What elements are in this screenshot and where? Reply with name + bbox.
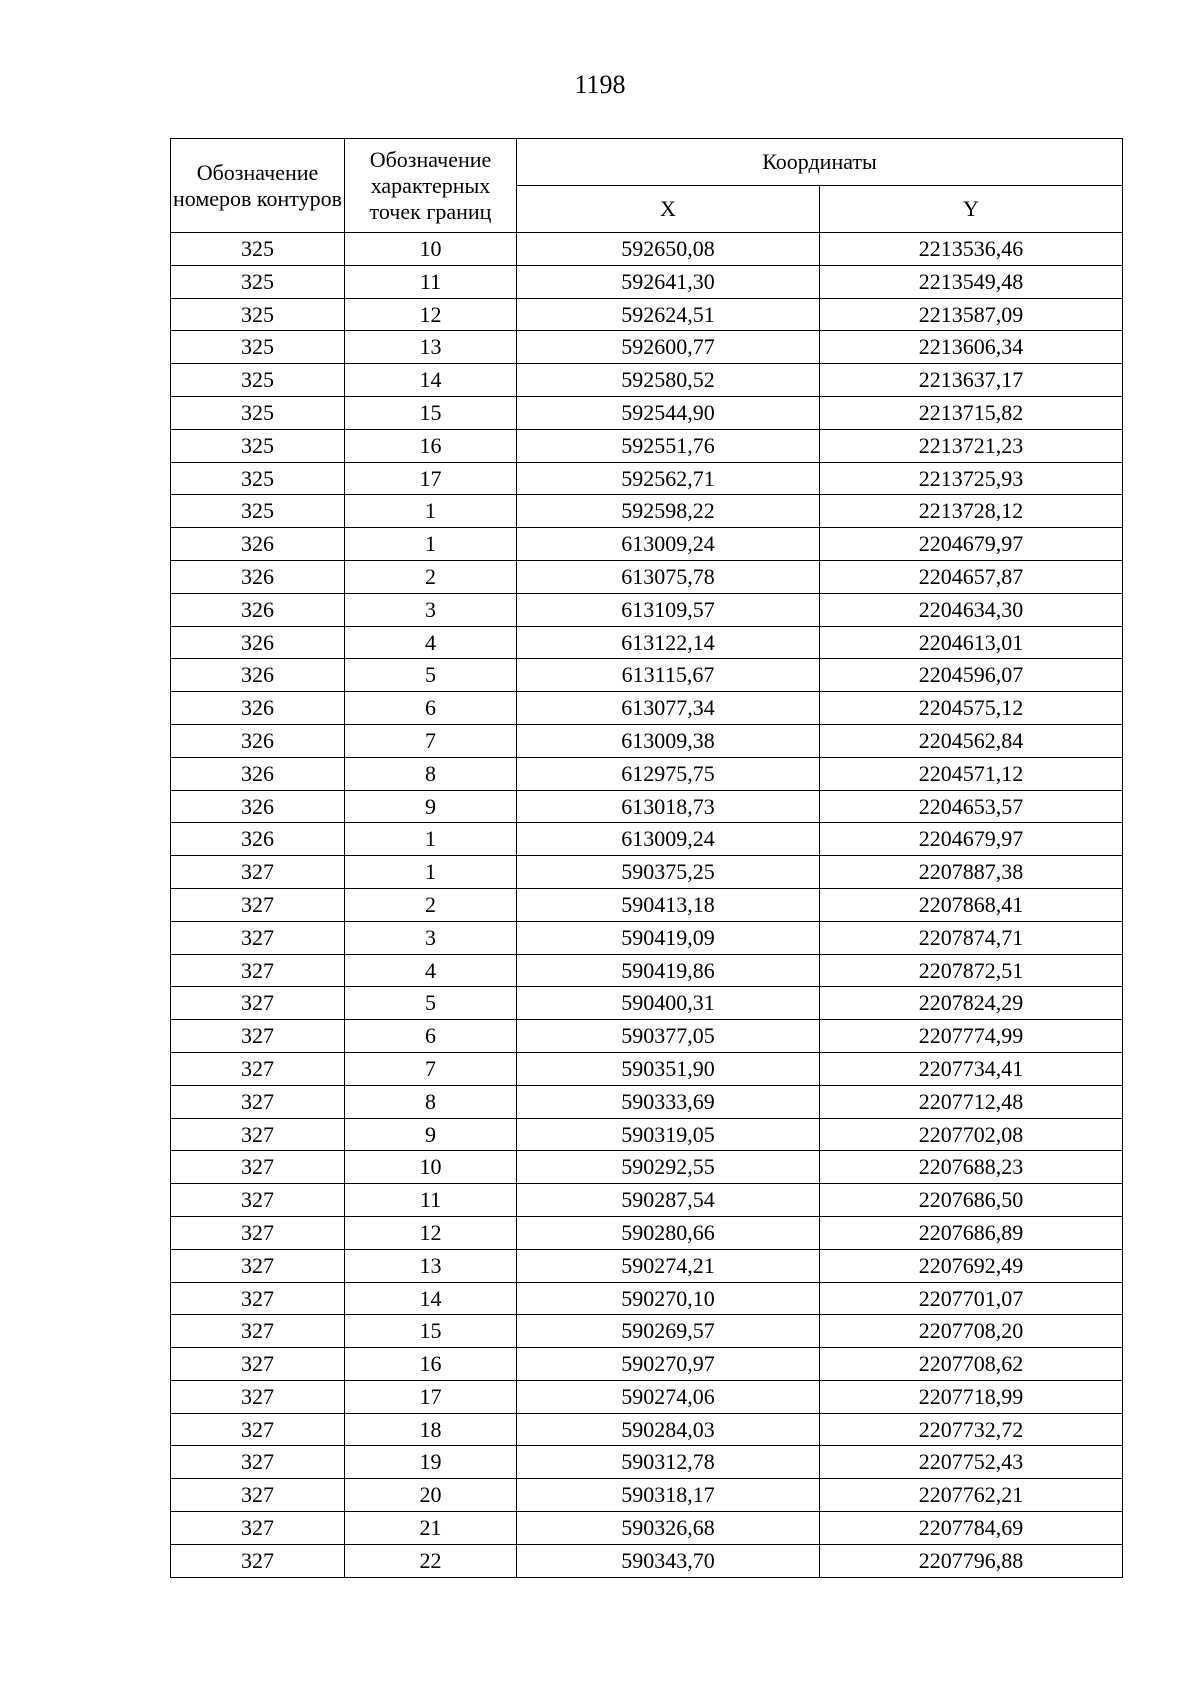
cell-y: 2213549,48 xyxy=(820,265,1123,298)
table-row xyxy=(171,528,1123,561)
cell-y: 2207868,41 xyxy=(820,888,1123,921)
cell-point-number: 12 xyxy=(345,1216,517,1249)
cell-point-number: 1 xyxy=(345,856,517,889)
cell-x: 613009,24 xyxy=(517,823,820,856)
cell-point-number: 4 xyxy=(345,954,517,987)
cell-x: 590269,57 xyxy=(517,1315,820,1348)
cell-x: 613109,57 xyxy=(517,593,820,626)
cell-y: 2213587,09 xyxy=(820,298,1123,331)
table-row xyxy=(171,1151,1123,1184)
cell-contour-number: 327 xyxy=(171,1052,345,1085)
table-row xyxy=(171,954,1123,987)
cell-y: 2207686,50 xyxy=(820,1184,1123,1217)
cell-x: 590326,68 xyxy=(517,1512,820,1545)
cell-y: 2207774,99 xyxy=(820,1020,1123,1053)
cell-contour-number: 326 xyxy=(171,692,345,725)
cell-y: 2207692,49 xyxy=(820,1249,1123,1282)
cell-contour-number: 327 xyxy=(171,888,345,921)
table-body xyxy=(171,233,1123,1578)
table-row xyxy=(171,1118,1123,1151)
table-row xyxy=(171,757,1123,790)
table-row xyxy=(171,692,1123,725)
cell-contour-number: 326 xyxy=(171,560,345,593)
cell-y: 2213728,12 xyxy=(820,495,1123,528)
coordinates-table xyxy=(170,138,1123,1578)
cell-point-number: 1 xyxy=(345,495,517,528)
cell-point-number: 15 xyxy=(345,396,517,429)
table-row xyxy=(171,724,1123,757)
cell-y: 2207718,99 xyxy=(820,1380,1123,1413)
table-row xyxy=(171,396,1123,429)
table-row xyxy=(171,856,1123,889)
cell-contour-number: 325 xyxy=(171,396,345,429)
cell-x: 613077,34 xyxy=(517,692,820,725)
cell-x: 590318,17 xyxy=(517,1479,820,1512)
cell-contour-number: 326 xyxy=(171,790,345,823)
table-row xyxy=(171,1512,1123,1545)
cell-y: 2213606,34 xyxy=(820,331,1123,364)
table-row xyxy=(171,265,1123,298)
table-row xyxy=(171,921,1123,954)
cell-contour-number: 327 xyxy=(171,954,345,987)
cell-y: 2207874,71 xyxy=(820,921,1123,954)
cell-point-number: 4 xyxy=(345,626,517,659)
cell-contour-number: 325 xyxy=(171,265,345,298)
cell-x: 590419,09 xyxy=(517,921,820,954)
cell-x: 590270,97 xyxy=(517,1348,820,1381)
cell-contour-number: 326 xyxy=(171,593,345,626)
cell-contour-number: 327 xyxy=(171,1348,345,1381)
cell-y: 2204657,87 xyxy=(820,560,1123,593)
cell-y: 2204596,07 xyxy=(820,659,1123,692)
cell-y: 2207796,88 xyxy=(820,1544,1123,1577)
cell-x: 590343,70 xyxy=(517,1544,820,1577)
table-row xyxy=(171,495,1123,528)
cell-point-number: 5 xyxy=(345,659,517,692)
table-row xyxy=(171,429,1123,462)
cell-x: 592544,90 xyxy=(517,396,820,429)
cell-contour-number: 327 xyxy=(171,1380,345,1413)
table-row xyxy=(171,1315,1123,1348)
table-row xyxy=(171,1052,1123,1085)
cell-y: 2207824,29 xyxy=(820,987,1123,1020)
cell-y: 2204679,97 xyxy=(820,528,1123,561)
cell-point-number: 10 xyxy=(345,1151,517,1184)
cell-point-number: 3 xyxy=(345,921,517,954)
cell-y: 2204679,97 xyxy=(820,823,1123,856)
cell-x: 592598,22 xyxy=(517,495,820,528)
cell-y: 2207752,43 xyxy=(820,1446,1123,1479)
cell-y: 2207712,48 xyxy=(820,1085,1123,1118)
cell-point-number: 22 xyxy=(345,1544,517,1577)
cell-contour-number: 327 xyxy=(171,1216,345,1249)
table-row xyxy=(171,1380,1123,1413)
cell-y: 2204575,12 xyxy=(820,692,1123,725)
cell-point-number: 11 xyxy=(345,1184,517,1217)
cell-x: 590312,78 xyxy=(517,1446,820,1479)
table-row xyxy=(171,364,1123,397)
cell-point-number: 8 xyxy=(345,757,517,790)
cell-point-number: 5 xyxy=(345,987,517,1020)
cell-contour-number: 325 xyxy=(171,233,345,266)
page-number: 1198 xyxy=(574,70,626,99)
table-row xyxy=(171,1249,1123,1282)
cell-point-number: 10 xyxy=(345,233,517,266)
table-row xyxy=(171,987,1123,1020)
cell-y: 2213637,17 xyxy=(820,364,1123,397)
table-row xyxy=(171,1184,1123,1217)
cell-point-number: 12 xyxy=(345,298,517,331)
cell-point-number: 11 xyxy=(345,265,517,298)
table-row xyxy=(171,1413,1123,1446)
cell-x: 590284,03 xyxy=(517,1413,820,1446)
table-row xyxy=(171,1085,1123,1118)
cell-x: 590413,18 xyxy=(517,888,820,921)
cell-x: 590274,06 xyxy=(517,1380,820,1413)
table-row xyxy=(171,1348,1123,1381)
cell-contour-number: 325 xyxy=(171,298,345,331)
cell-x: 612975,75 xyxy=(517,757,820,790)
cell-x: 590287,54 xyxy=(517,1184,820,1217)
table-row xyxy=(171,626,1123,659)
cell-x: 592600,77 xyxy=(517,331,820,364)
cell-x: 590377,05 xyxy=(517,1020,820,1053)
cell-contour-number: 327 xyxy=(171,1151,345,1184)
cell-y: 2207708,62 xyxy=(820,1348,1123,1381)
cell-point-number: 15 xyxy=(345,1315,517,1348)
cell-x: 592641,30 xyxy=(517,265,820,298)
cell-x: 613115,67 xyxy=(517,659,820,692)
cell-point-number: 2 xyxy=(345,560,517,593)
cell-y: 2207732,72 xyxy=(820,1413,1123,1446)
cell-x: 590419,86 xyxy=(517,954,820,987)
table-row xyxy=(171,462,1123,495)
cell-point-number: 6 xyxy=(345,1020,517,1053)
table-row xyxy=(171,331,1123,364)
cell-point-number: 6 xyxy=(345,692,517,725)
cell-y: 2204634,30 xyxy=(820,593,1123,626)
cell-point-number: 17 xyxy=(345,462,517,495)
cell-contour-number: 327 xyxy=(171,921,345,954)
cell-y: 2207872,51 xyxy=(820,954,1123,987)
table-row xyxy=(171,1446,1123,1479)
cell-point-number: 2 xyxy=(345,888,517,921)
cell-x: 613122,14 xyxy=(517,626,820,659)
cell-contour-number: 327 xyxy=(171,1544,345,1577)
table-row xyxy=(171,790,1123,823)
cell-x: 613009,24 xyxy=(517,528,820,561)
cell-contour-number: 326 xyxy=(171,757,345,790)
cell-contour-number: 325 xyxy=(171,331,345,364)
cell-y: 2207686,89 xyxy=(820,1216,1123,1249)
cell-point-number: 13 xyxy=(345,1249,517,1282)
cell-y: 2207688,23 xyxy=(820,1151,1123,1184)
cell-contour-number: 327 xyxy=(171,1446,345,1479)
cell-point-number: 9 xyxy=(345,1118,517,1151)
cell-point-number: 18 xyxy=(345,1413,517,1446)
cell-x: 590351,90 xyxy=(517,1052,820,1085)
cell-contour-number: 327 xyxy=(171,1479,345,1512)
cell-contour-number: 325 xyxy=(171,495,345,528)
cell-point-number: 14 xyxy=(345,1282,517,1315)
cell-y: 2207702,08 xyxy=(820,1118,1123,1151)
cell-point-number: 20 xyxy=(345,1479,517,1512)
cell-x: 613075,78 xyxy=(517,560,820,593)
cell-contour-number: 327 xyxy=(171,1020,345,1053)
cell-point-number: 16 xyxy=(345,1348,517,1381)
cell-contour-number: 327 xyxy=(171,1184,345,1217)
cell-contour-number: 327 xyxy=(171,856,345,889)
table-row xyxy=(171,1282,1123,1315)
cell-point-number: 19 xyxy=(345,1446,517,1479)
cell-point-number: 13 xyxy=(345,331,517,364)
header-y: Y xyxy=(820,186,1123,233)
cell-contour-number: 327 xyxy=(171,1315,345,1348)
cell-y: 2204613,01 xyxy=(820,626,1123,659)
table-row xyxy=(171,593,1123,626)
cell-contour-number: 326 xyxy=(171,659,345,692)
cell-contour-number: 326 xyxy=(171,528,345,561)
cell-x: 590400,31 xyxy=(517,987,820,1020)
cell-contour-number: 327 xyxy=(171,1118,345,1151)
cell-x: 590319,05 xyxy=(517,1118,820,1151)
table-row xyxy=(171,1216,1123,1249)
table-row xyxy=(171,560,1123,593)
cell-y: 2213721,23 xyxy=(820,429,1123,462)
cell-contour-number: 325 xyxy=(171,462,345,495)
cell-point-number: 7 xyxy=(345,724,517,757)
cell-point-number: 1 xyxy=(345,823,517,856)
cell-contour-number: 325 xyxy=(171,364,345,397)
cell-contour-number: 327 xyxy=(171,1085,345,1118)
cell-contour-number: 327 xyxy=(171,1249,345,1282)
cell-point-number: 17 xyxy=(345,1380,517,1413)
cell-contour-number: 326 xyxy=(171,626,345,659)
header-x: X xyxy=(517,186,820,233)
cell-y: 2213536,46 xyxy=(820,233,1123,266)
table-row xyxy=(171,888,1123,921)
cell-x: 590280,66 xyxy=(517,1216,820,1249)
cell-point-number: 8 xyxy=(345,1085,517,1118)
cell-y: 2204562,84 xyxy=(820,724,1123,757)
cell-x: 590333,69 xyxy=(517,1085,820,1118)
cell-y: 2207701,07 xyxy=(820,1282,1123,1315)
cell-contour-number: 327 xyxy=(171,1512,345,1545)
cell-x: 592580,52 xyxy=(517,364,820,397)
cell-point-number: 14 xyxy=(345,364,517,397)
cell-y: 2213725,93 xyxy=(820,462,1123,495)
cell-contour-number: 325 xyxy=(171,429,345,462)
cell-point-number: 3 xyxy=(345,593,517,626)
cell-y: 2207708,20 xyxy=(820,1315,1123,1348)
cell-y: 2204653,57 xyxy=(820,790,1123,823)
header-boundary-points: Обозначение характерных точек границ xyxy=(345,139,517,233)
cell-contour-number: 326 xyxy=(171,823,345,856)
cell-point-number: 21 xyxy=(345,1512,517,1545)
cell-x: 590375,25 xyxy=(517,856,820,889)
table-row xyxy=(171,659,1123,692)
cell-point-number: 16 xyxy=(345,429,517,462)
table-row xyxy=(171,823,1123,856)
cell-x: 613009,38 xyxy=(517,724,820,757)
cell-x: 613018,73 xyxy=(517,790,820,823)
cell-y: 2207887,38 xyxy=(820,856,1123,889)
cell-point-number: 7 xyxy=(345,1052,517,1085)
cell-contour-number: 327 xyxy=(171,1282,345,1315)
cell-x: 592650,08 xyxy=(517,233,820,266)
cell-point-number: 1 xyxy=(345,528,517,561)
table-header xyxy=(171,139,1123,233)
table-row xyxy=(171,1020,1123,1053)
header-contour-numbers: Обозначение номеров контуров xyxy=(171,139,345,233)
cell-x: 590292,55 xyxy=(517,1151,820,1184)
header-coordinates: Координаты xyxy=(517,139,1123,186)
table-row xyxy=(171,233,1123,266)
cell-y: 2207734,41 xyxy=(820,1052,1123,1085)
cell-contour-number: 326 xyxy=(171,724,345,757)
cell-x: 590270,10 xyxy=(517,1282,820,1315)
table-row xyxy=(171,298,1123,331)
cell-x: 592562,71 xyxy=(517,462,820,495)
cell-x: 590274,21 xyxy=(517,1249,820,1282)
cell-point-number: 9 xyxy=(345,790,517,823)
table-row xyxy=(171,1479,1123,1512)
cell-contour-number: 327 xyxy=(171,1413,345,1446)
cell-x: 592624,51 xyxy=(517,298,820,331)
cell-y: 2207762,21 xyxy=(820,1479,1123,1512)
cell-contour-number: 327 xyxy=(171,987,345,1020)
cell-y: 2207784,69 xyxy=(820,1512,1123,1545)
cell-y: 2204571,12 xyxy=(820,757,1123,790)
table-row xyxy=(171,1544,1123,1577)
cell-x: 592551,76 xyxy=(517,429,820,462)
cell-y: 2213715,82 xyxy=(820,396,1123,429)
